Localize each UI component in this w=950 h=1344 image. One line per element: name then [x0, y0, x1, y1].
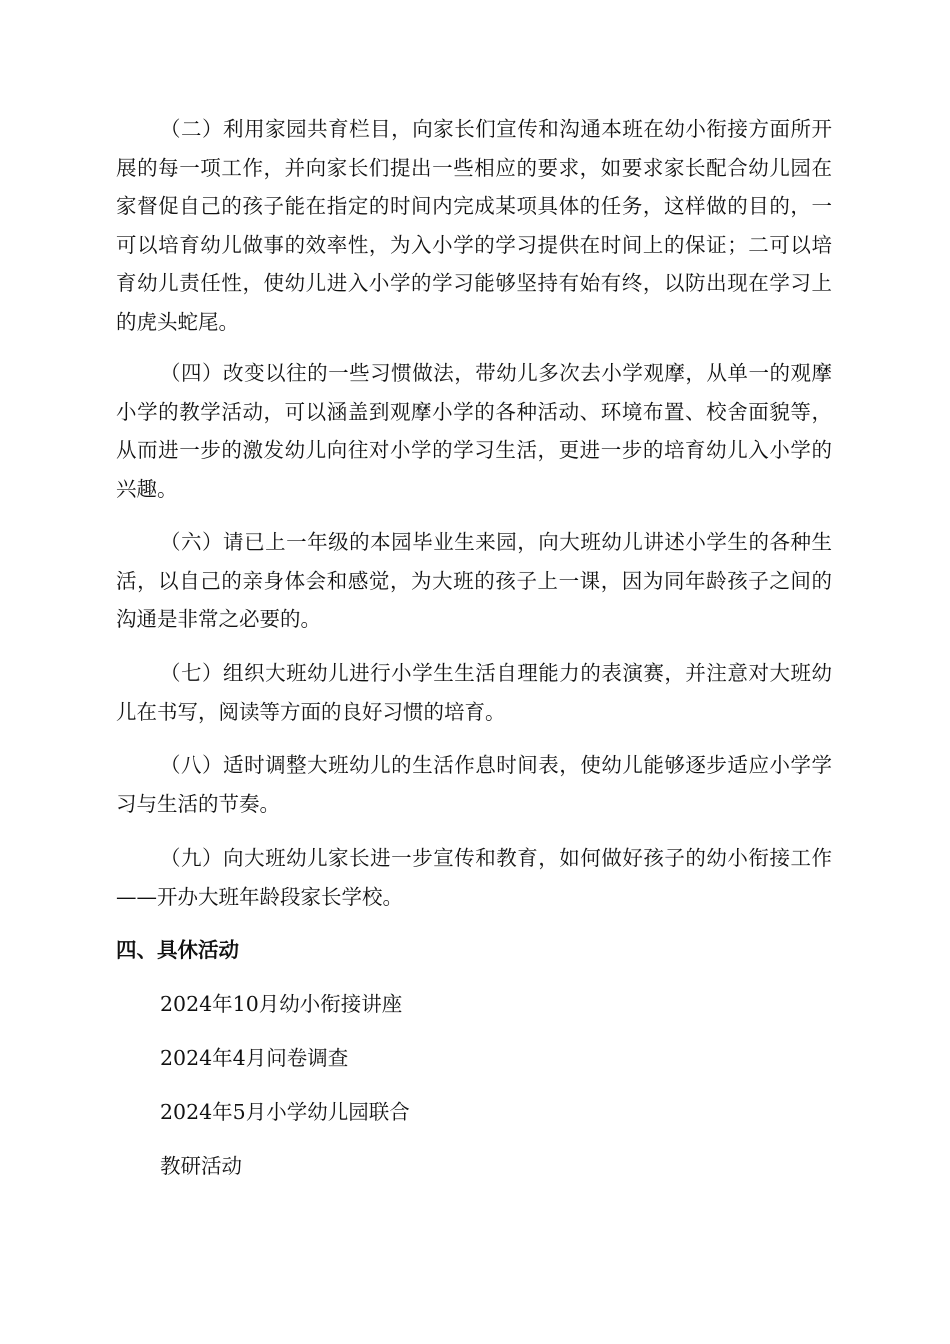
paragraph-6: （六）请已上一年级的本园毕业生来园，向大班幼儿讲述小学生的各种生活，以自己的亲身体会和感觉，为大班的孩子上一课，因为同年龄孩子之间的沟通是非常之必要的。 — [116, 530, 832, 631]
paragraph-4: （四）改变以往的一些习惯做法，带幼儿多次去小学观摩，从单一的观摩小学的教学活动，可以涵盖到观摩小学的各种活动、环境布置、校舍面貌等，从而进一步的激发幼儿向往对小学的学习生活，更进一步的培育幼儿入小学的兴趣。 — [116, 361, 832, 501]
activity-item: 教研活动 — [160, 1154, 242, 1178]
paragraph-7: （七）组织大班幼儿进行小学生生活自理能力的表演赛，并注意对大班幼儿在书写，阅读等方面的良好习惯的培育。 — [116, 661, 832, 724]
paragraph-2: （二）利用家园共育栏目，向家长们宣传和沟通本班在幼小衔接方面所开展的每一项工作，并向家长们提出一些相应的要求，如要求家长配合幼儿园在家督促自己的孩子能在指定的时间内完成某项具体的任务，这样做的目的，一可以培育幼儿做事的效率性，为入小学的学习提供在时间上的保证；二可以培育幼儿责任性，使幼儿进入小学的学习能够坚持有始有终，以防出现在学习上的虎头蛇尾。 — [116, 117, 832, 334]
paragraph-9: （九）向大班幼儿家长进一步宣传和教育，如何做好孩子的幼小衔接工作——开办大班年龄段家长学校。 — [116, 846, 832, 909]
activity-item: 2024年10月幼小衔接讲座 — [160, 992, 403, 1016]
activity-item: 2024年5月小学幼儿园联合 — [160, 1100, 410, 1124]
section-heading: 四、具休活动 — [116, 938, 239, 962]
activity-item: 2024年4月问卷调查 — [160, 1046, 349, 1070]
paragraph-8: （八）适时调整大班幼儿的生活作息时间表，使幼儿能够逐步适应小学学习与生活的节奏。 — [116, 753, 832, 816]
